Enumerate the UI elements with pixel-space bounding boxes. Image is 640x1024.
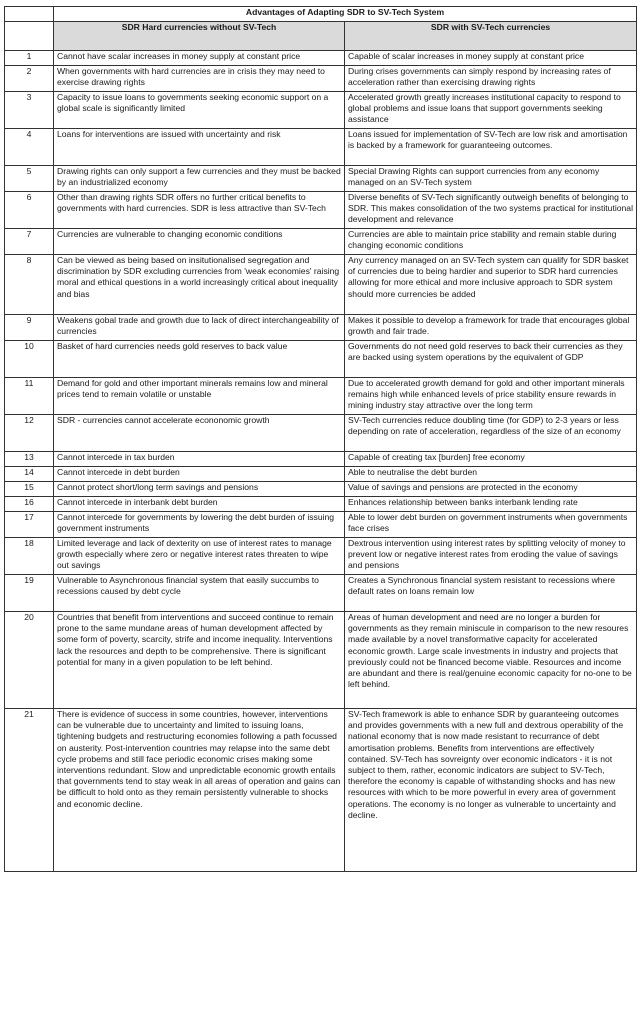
row-number: 1: [5, 51, 54, 66]
cell-without-sv-tech: Cannot intercede in tax burden: [54, 452, 345, 467]
row-number: 15: [5, 482, 54, 497]
row-number: 10: [5, 341, 54, 378]
cell-without-sv-tech: Capacity to issue loans to governments seeking economic support on a global scale is significantly limited: [54, 92, 345, 129]
cell-with-sv-tech: Able to neutralise the debt burden: [345, 467, 637, 482]
cell-without-sv-tech: Basket of hard currencies needs gold reserves to back value: [54, 341, 345, 378]
cell-with-sv-tech: Value of savings and pensions are protected in the economy: [345, 482, 637, 497]
cell-without-sv-tech: Weakens gobal trade and growth due to lack of direct interchangeability of currencies: [54, 315, 345, 341]
row-number: 7: [5, 229, 54, 255]
table-row: [5, 612, 637, 709]
table-row: [5, 166, 637, 192]
cell-without-sv-tech: Cannot intercede for governments by lowering the debt burden of issuing government instruments: [54, 512, 345, 538]
column-header-with-sv-tech: SDR with SV-Tech currencies: [345, 22, 637, 51]
cell-without-sv-tech: Drawing rights can only support a few currencies and they must be backed by an industrialized economy: [54, 166, 345, 192]
cell-with-sv-tech: Governments do not need gold reserves to back their currencies as they are backed using system operations by the equivalent of GDP: [345, 341, 637, 378]
cell-without-sv-tech: Countries that benefit from interventions and succeed continue to remain prone to the same mundane areas of human development affected by some form of poverty, scarcity, strife and income inequality. Interventions lack the resources and depth to be comprehensive. There is significant potential for many in a given population to be left behind.: [54, 612, 345, 709]
row-number: 20: [5, 612, 54, 709]
cell-with-sv-tech: Areas of human development and need are no longer a burden for governments as they remain miniscule in comparison to the new resoures made available by a novel transformative capacity for accelerated economic growth. Large scale investments in industry and projects that previously could not be financed become viable. Resources and income are abundant and there is real/genuine economic capacity for no-one to be left behind.: [345, 612, 637, 709]
cell-without-sv-tech: Cannot protect short/long term savings and pensions: [54, 482, 345, 497]
cell-without-sv-tech: There is evidence of success in some countries, however, interventions can be vulnerable due to uncertainty and limited to issuing loans, tightening budgets and restructuring economies following a path focussed on austerity. Post-intervention countries may relapse into the same debt cycle probems and still face periodic economic crises making some interventions redundant. Slow and unpredictable economic growth entails that governments tend to stay weak in all areas of operation and gains can be difficult to hold onto as they remain persistently vulnerable to shocks and economic decline.: [54, 709, 345, 872]
table-row: [5, 66, 637, 92]
cell-without-sv-tech: Cannot have scalar increases in money supply at constant price: [54, 51, 345, 66]
table-row: [5, 315, 637, 341]
advantages-table: [4, 6, 637, 872]
cell-without-sv-tech: Cannot intercede in debt burden: [54, 467, 345, 482]
cell-with-sv-tech: Creates a Synchronous financial system resistant to recessions where default rates on loans remain low: [345, 575, 637, 612]
row-number: 11: [5, 378, 54, 415]
table-row: [5, 341, 637, 378]
cell-with-sv-tech: Accelerated growth greatly increases institutional capacity to respond to global problems and issue loans that support governments seeking assistance: [345, 92, 637, 129]
cell-without-sv-tech: Cannot intercede in interbank debt burden: [54, 497, 345, 512]
table-title: Advantages of Adapting SDR to SV-Tech System: [54, 7, 637, 22]
row-number: 14: [5, 467, 54, 482]
cell-with-sv-tech: Diverse benefits of SV-Tech significantly outweigh benefits of belonging to SDR. This makes consolidation of the two systems practical for institutional development and relevance: [345, 192, 637, 229]
cell-with-sv-tech: Dextrous intervention using interest rates by splitting velocity of money to prevent low or negative interest rates from eroding the value of savings and pensions: [345, 538, 637, 575]
table-row: [5, 452, 637, 467]
row-number: 2: [5, 66, 54, 92]
row-number: 9: [5, 315, 54, 341]
cell-without-sv-tech: Other than drawing rights SDR offers no further critical benefits to governments with hard currencies. SDR is less attractive than SV-Tech: [54, 192, 345, 229]
row-number: 4: [5, 129, 54, 166]
table-row: [5, 709, 637, 872]
table-row: [5, 497, 637, 512]
table-row: [5, 378, 637, 415]
table-row: [5, 51, 637, 66]
table-row: [5, 129, 637, 166]
row-number: 16: [5, 497, 54, 512]
row-number: 3: [5, 92, 54, 129]
table-title-row: [5, 7, 637, 22]
cell-without-sv-tech: Demand for gold and other important minerals remains low and mineral prices tend to remain volatile or unstable: [54, 378, 345, 415]
row-number: 5: [5, 166, 54, 192]
row-number: 13: [5, 452, 54, 467]
row-number: 12: [5, 415, 54, 452]
cell-without-sv-tech: When governments with hard currencies are in crisis they may need to exercise drawing rights: [54, 66, 345, 92]
cell-with-sv-tech: SV-Tech framework is able to enhance SDR by guaranteeing outcomes and provides governments with a new full and dextrous operability of the national economy that is now made resistant to recurrance of debt amortisation problems. Benefits from interventions are effectively contained. SV-Tech has sovreignty over economic indicators - it is not subject to them, rather, economic indicators are subject to SV-Tech, therefore the economy is capable of withstanding shocks and has new resources with which to be more powerful in every area of government operations. The economy is no longer as vulnerable to uncertainty and decline.: [345, 709, 637, 872]
table-row: [5, 575, 637, 612]
cell-with-sv-tech: SV-Tech currencies reduce doubling time (for GDP) to 2-3 years or less depending on rate of acceleration, regardless of the size of an economy: [345, 415, 637, 452]
cell-with-sv-tech: Able to lower debt burden on government instruments when governments face crises: [345, 512, 637, 538]
table-row: [5, 229, 637, 255]
row-number: 17: [5, 512, 54, 538]
column-header-without-sv-tech: SDR Hard currencies without SV-Tech: [54, 22, 345, 51]
cell-with-sv-tech: Currencies are able to maintain price stability and remain stable during changing economic conditions: [345, 229, 637, 255]
cell-without-sv-tech: Loans for interventions are issued with uncertainty and risk: [54, 129, 345, 166]
table-row: [5, 482, 637, 497]
table-row: [5, 192, 637, 229]
row-number: 8: [5, 255, 54, 315]
blank-corner-cell: [5, 7, 54, 22]
cell-without-sv-tech: Limited leverage and lack of dexterity on use of interest rates to manage growth especially where zero or negative interest rates threaten to wipe out savings: [54, 538, 345, 575]
cell-without-sv-tech: Vulnerable to Asynchronous financial system that easily succumbs to recessions caused by debt cycle: [54, 575, 345, 612]
table-row: [5, 538, 637, 575]
cell-with-sv-tech: Special Drawing Rights can support currencies from any economy managed on an SV-Tech system: [345, 166, 637, 192]
cell-with-sv-tech: Loans issued for implementation of SV-Tech are low risk and amortisation is backed by a framework for guaranteeing outcomes.: [345, 129, 637, 166]
cell-with-sv-tech: Due to accelerated growth demand for gold and other important minerals remains high while enhanced levels of price stability ensure rewards in mining industry stay attractive over the long term: [345, 378, 637, 415]
table-row: [5, 92, 637, 129]
table-header-row: [5, 22, 637, 51]
row-number: 21: [5, 709, 54, 872]
cell-with-sv-tech: During crises governments can simply respond by increasing rates of acceleration rather than exercising drawing rights: [345, 66, 637, 92]
blank-header-cell: [5, 22, 54, 51]
cell-without-sv-tech: SDR - currencies cannot accelerate econonomic growth: [54, 415, 345, 452]
table-row: [5, 512, 637, 538]
table-row: [5, 415, 637, 452]
cell-without-sv-tech: Can be viewed as being based on insitutionalised segregation and discrimination by SDR excluding currencies from 'weak economies' raising moral and ethical questions in a world increasingly critical about inequality and bias: [54, 255, 345, 315]
row-number: 18: [5, 538, 54, 575]
row-number: 6: [5, 192, 54, 229]
row-number: 19: [5, 575, 54, 612]
cell-with-sv-tech: Any currency managed on an SV-Tech system can qualify for SDR basket of currencies due to being hardier and superior to SDR hard currencies allowing for more ethical and more inclusive approach to SDR system should more currencies be added: [345, 255, 637, 315]
table-row: [5, 255, 637, 315]
cell-with-sv-tech: Enhances relationship between banks interbank lending rate: [345, 497, 637, 512]
cell-with-sv-tech: Makes it possible to develop a framework for trade that encourages global growth and fair trade.: [345, 315, 637, 341]
cell-with-sv-tech: Capable of scalar increases in money supply at constant price: [345, 51, 637, 66]
cell-with-sv-tech: Capable of creating tax [burden] free economy: [345, 452, 637, 467]
cell-without-sv-tech: Currencies are vulnerable to changing economic conditions: [54, 229, 345, 255]
table-row: [5, 467, 637, 482]
